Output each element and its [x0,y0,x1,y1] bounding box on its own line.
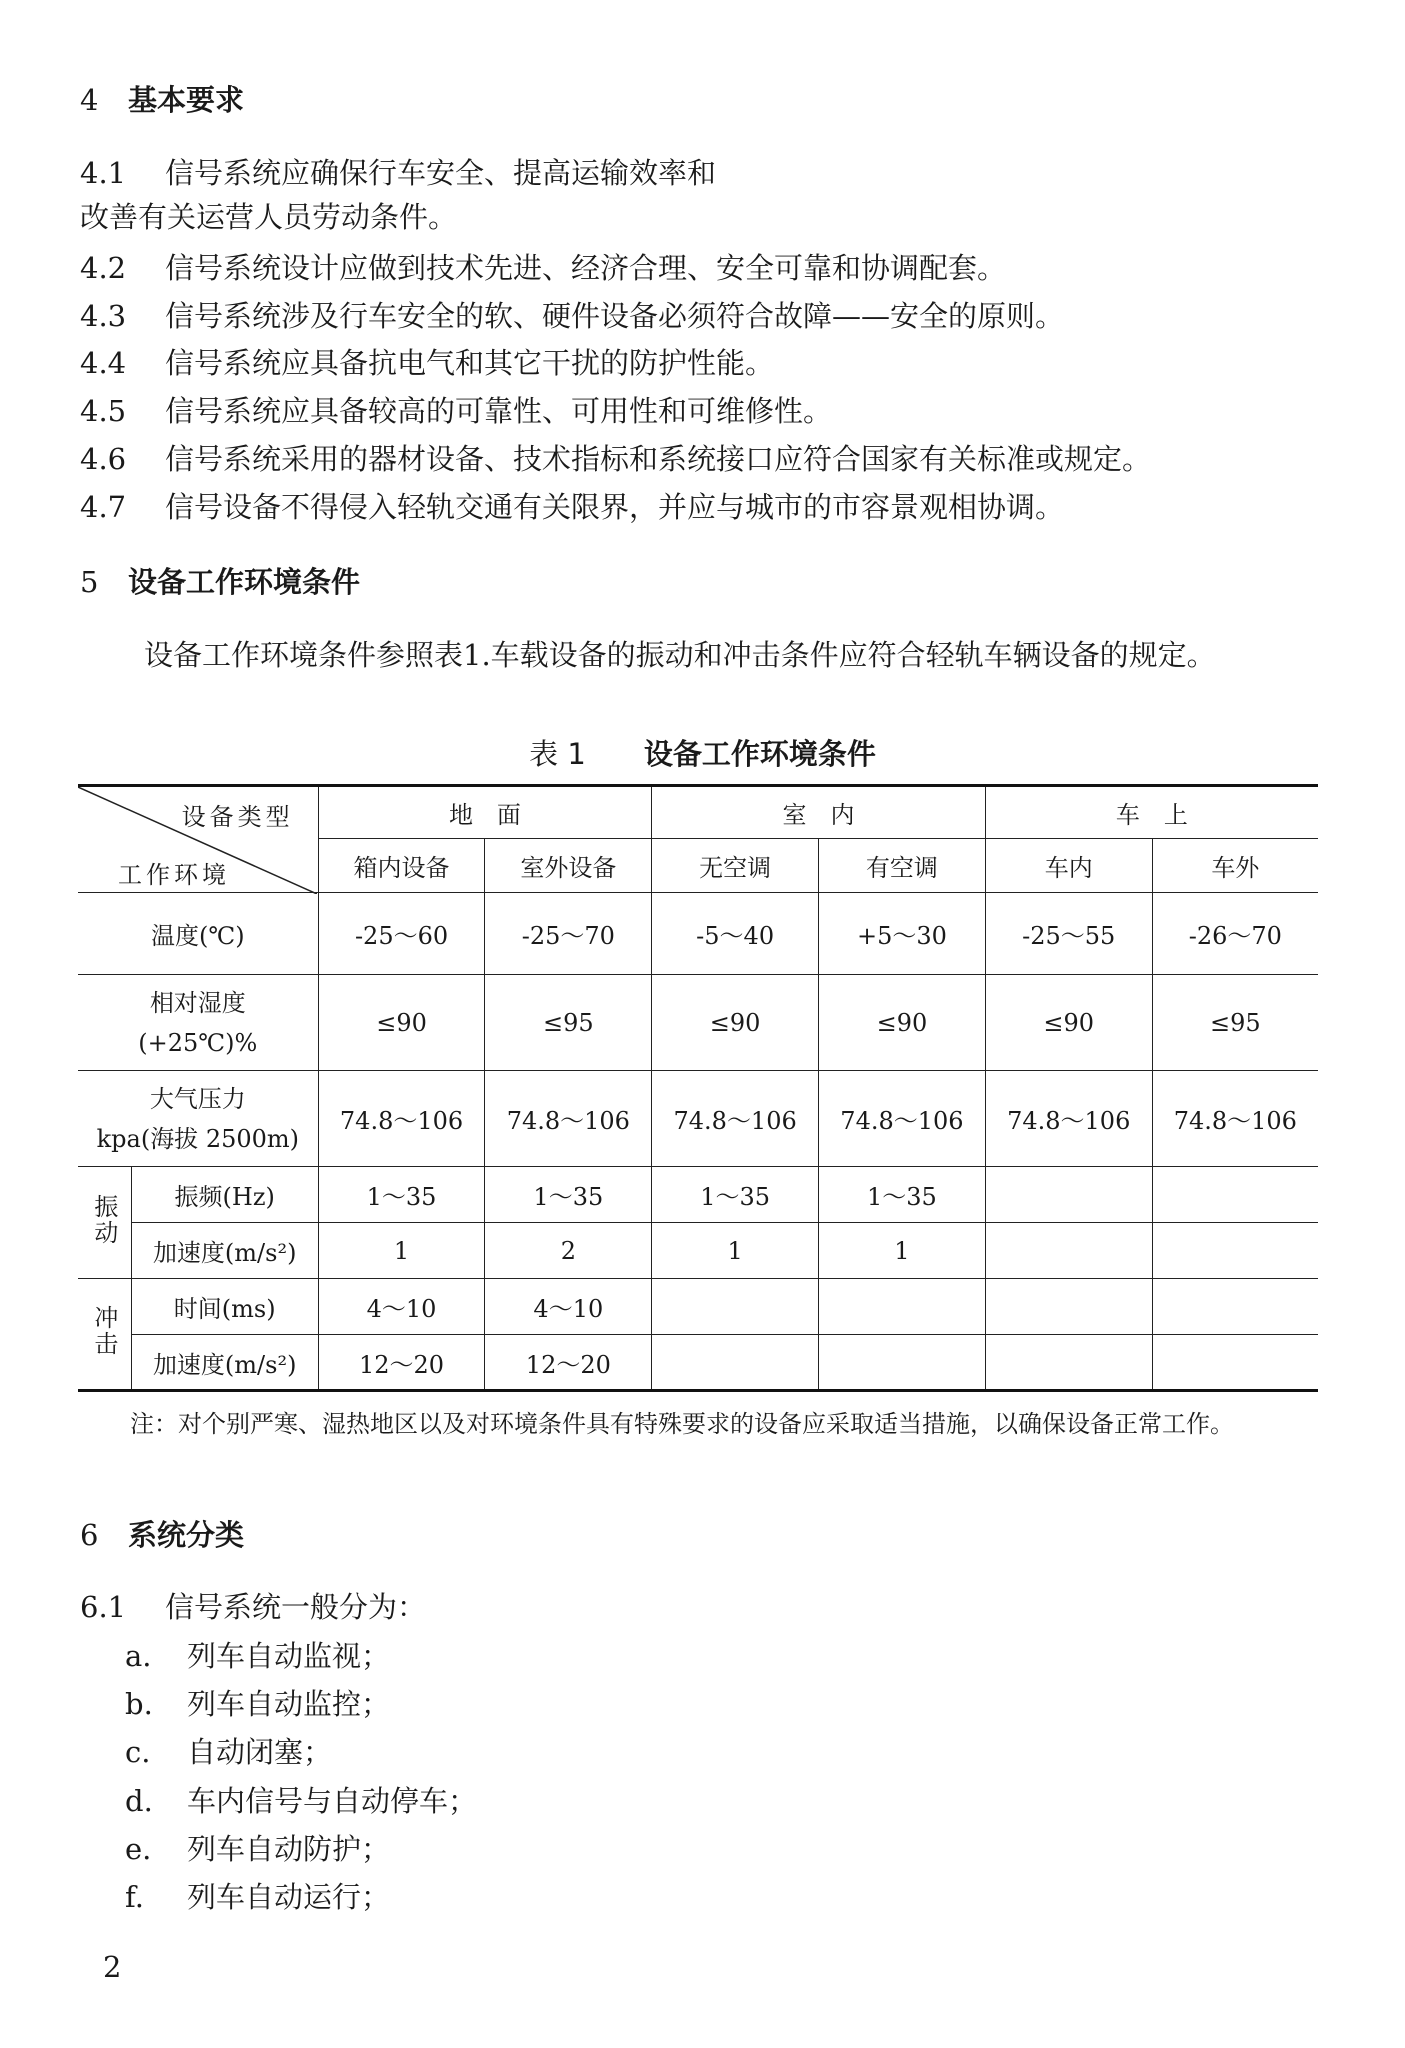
clause-4-1: 4.1 信号系统应确保行车安全、提高运输效率和 [80,156,717,190]
subgroup-cell: 车内 [985,839,1152,893]
table-cell [1152,1167,1318,1223]
row-shock-acceleration [78,1335,1318,1391]
table-cell: -25～60 [318,893,485,975]
table-cell: 4～10 [485,1279,652,1335]
clause-4-1-continued: 改善有关运营人员劳动条件。 [80,200,458,234]
section-6-heading: 6 系统分类 [80,1518,245,1552]
header-equipment-type: 设备类型 [181,803,294,831]
table-cell [652,1335,819,1391]
row-vibration-frequency [78,1167,1318,1223]
list-item: f. 列车自动运行； [125,1880,391,1914]
subgroup-cell: 无空调 [652,839,819,893]
table-cell: +5～30 [819,893,986,975]
row-label: 大气压力 kpa(海拔 2500m) [78,1071,318,1167]
row-pressure [78,1071,1318,1167]
table-cell [985,1335,1152,1391]
table-cell [985,1223,1152,1279]
list-item: c. 自动闭塞； [125,1735,333,1769]
table-cell [652,1279,819,1335]
subgroup-cell: 室外设备 [485,839,652,893]
table-cell: ≤90 [652,975,819,1071]
table-cell: 74.8～106 [485,1071,652,1167]
row-label: 时间(ms) [131,1279,318,1335]
table-cell: ≤90 [985,975,1152,1071]
table-cell: -5～40 [652,893,819,975]
table-cell [985,1167,1152,1223]
table-note: 注：对个别严寒、湿热地区以及对环境条件具有特殊要求的设备应采取适当措施，以确保设备正常工作。 [130,1410,1234,1438]
list-item: b. 列车自动监控； [125,1687,391,1721]
table-cell: 12～20 [318,1335,485,1391]
table-cell: ≤95 [485,975,652,1071]
row-label: 温度(℃) [78,893,318,975]
row-label: 加速度(m/s²) [131,1335,318,1391]
table-cell [985,1279,1152,1335]
clause-4-3: 4.3 信号系统涉及行车安全的软、硬件设备必须符合故障——安全的原则。 [80,299,1065,333]
table-cell: 1 [652,1223,819,1279]
table-cell: 1～35 [819,1167,986,1223]
table-cell: 74.8～106 [819,1071,986,1167]
table-cell [1152,1223,1318,1279]
table-cell: 1 [318,1223,485,1279]
table-cell: 74.8～106 [985,1071,1152,1167]
group-ground: 地 面 [318,786,652,839]
table-cell: 1～35 [485,1167,652,1223]
table-cell: 1 [819,1223,986,1279]
table-cell: -25～55 [985,893,1152,975]
row-shock-time [78,1279,1318,1335]
table-header-row-1 [78,786,1318,839]
table-cell [1152,1335,1318,1391]
table-cell [819,1279,986,1335]
table-cell: 74.8～106 [652,1071,819,1167]
clause-4-5: 4.5 信号系统应具备较高的可靠性、可用性和可维修性。 [80,394,833,428]
clause-4-6: 4.6 信号系统采用的器材设备、技术指标和系统接口应符合国家有关标准或规定。 [80,442,1152,476]
subgroup-cell: 箱内设备 [318,839,485,893]
table-caption: 表 1 设备工作环境条件 [529,737,876,771]
group-vibration: 振动 [78,1167,131,1279]
row-vibration-acceleration [78,1223,1318,1279]
row-label: 相对湿度 (+25℃)% [78,975,318,1071]
diagonal-header-cell [78,786,318,893]
clause-4-4: 4.4 信号系统应具备抗电气和其它干扰的防护性能。 [80,346,775,380]
subgroup-cell: 车外 [1152,839,1318,893]
row-label: 加速度(m/s²) [131,1223,318,1279]
table-cell: ≤95 [1152,975,1318,1071]
section-5-heading: 5 设备工作环境条件 [80,565,361,599]
group-vehicle: 车 上 [985,786,1318,839]
group-shock: 冲击 [78,1279,131,1391]
table-cell: 2 [485,1223,652,1279]
table-cell: 12～20 [485,1335,652,1391]
table-cell: -26～70 [1152,893,1318,975]
table-cell: ≤90 [819,975,986,1071]
table-cell [819,1335,986,1391]
list-item: d. 车内信号与自动停车； [125,1784,478,1818]
row-temperature [78,893,1318,975]
environment-table [78,784,1318,1392]
clause-4-7: 4.7 信号设备不得侵入轻轨交通有关限界，并应与城市的市容景观相协调。 [80,490,1065,524]
list-item: a. 列车自动监视； [125,1639,391,1673]
table-cell [1152,1279,1318,1335]
table-cell: 74.8～106 [1152,1071,1318,1167]
table-cell: 1～35 [318,1167,485,1223]
clause-4-2: 4.2 信号系统设计应做到技术先进、经济合理、安全可靠和协调配套。 [80,251,1007,285]
table-cell: 4～10 [318,1279,485,1335]
table-cell: ≤90 [318,975,485,1071]
row-label: 振频(Hz) [131,1167,318,1223]
list-item: e. 列车自动防护； [125,1832,391,1866]
group-indoor: 室 内 [652,786,986,839]
table-cell: -25～70 [485,893,652,975]
row-humidity [78,975,1318,1071]
section-5-paragraph: 设备工作环境条件参照表1.车载设备的振动和冲击条件应符合轻轨车辆设备的规定。 [144,638,1216,672]
table-cell: 1～35 [652,1167,819,1223]
section-4-heading: 4 基本要求 [80,83,245,117]
table-cell: 74.8～106 [318,1071,485,1167]
subgroup-cell: 有空调 [819,839,986,893]
page-number: 2 [103,1950,122,1984]
clause-6-1: 6.1 信号系统一般分为： [80,1590,427,1624]
header-work-environment: 工作环境 [118,861,230,889]
